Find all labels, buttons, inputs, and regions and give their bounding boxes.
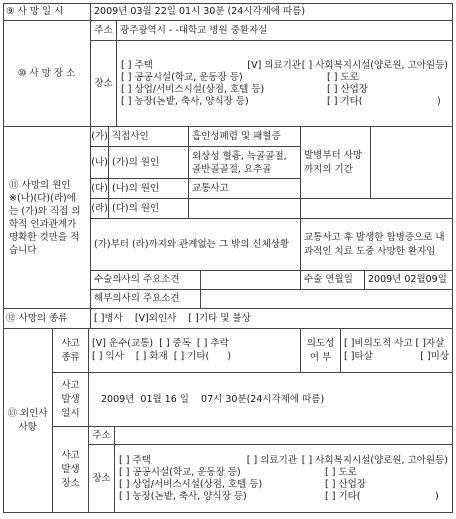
cause-row-a-value[interactable]: 흡인성폐렴 및 패혈증 bbox=[189, 127, 301, 147]
death-place-opt-farm[interactable]: [ ] 농장(논밭, 축사, 양식장 등) bbox=[121, 95, 249, 107]
death-type-options[interactable]: [ ]병사 [V]외인사 [ ]기타 및 불상 bbox=[91, 309, 453, 329]
death-certificate-form bbox=[3, 3, 453, 513]
cause-row-d-tag: (라) bbox=[91, 199, 109, 219]
surgery-findings-label: 수술의사의 주요소견 bbox=[91, 271, 201, 290]
intent-homicide[interactable]: [ ]타살 bbox=[344, 350, 373, 362]
autopsy-findings-value[interactable] bbox=[201, 290, 453, 309]
accident-date-label: 사고 발생 일시 bbox=[53, 373, 89, 427]
accident-address-value[interactable] bbox=[115, 427, 453, 445]
cause-row-b-tag: (나) bbox=[91, 147, 109, 179]
cause-label: ⑪ 사망의 원인 ※(나)(다)(라)에는 (가)와 직접 의학적 인과관계가 명확한 것만을 적습니다 bbox=[3, 127, 91, 309]
cause-row-b-value[interactable]: 외상성 혈흉, 늑골골절, 골반골골절, 요추골 bbox=[189, 147, 301, 179]
accident-place-opt-industrial[interactable]: [ ] 산업장 bbox=[325, 478, 366, 490]
death-place-opt-other-close: ) bbox=[437, 95, 441, 107]
cause-row-a-title: 직접사인 bbox=[109, 127, 189, 147]
cause-other-value[interactable]: 교통사고 후 발생한 합병증으로 내과적인 치료 도중 사망한 환자임 bbox=[301, 219, 453, 271]
cause-other-label: (가)부터 (라)까지와 관계없는 그 밖의 신체상황 bbox=[91, 219, 301, 271]
accident-address-label: 주소 bbox=[89, 427, 115, 445]
accident-place-opt-welfare[interactable]: [ ] 사회복지시설(양로원, 고아원등) bbox=[301, 454, 448, 466]
death-place-opt-welfare[interactable]: [ ] 사회복지시설(양로원, 고아원등) bbox=[301, 59, 448, 71]
autopsy-findings-label: 해부의사의 주요소견 bbox=[91, 290, 201, 309]
accident-place-opt-hospital[interactable]: [ ] 의료기관 bbox=[246, 454, 297, 466]
death-place-options bbox=[117, 41, 453, 127]
intent-label: 의도성 여 부 bbox=[301, 329, 341, 373]
cause-interval-value[interactable] bbox=[371, 127, 453, 199]
cause-row-c-title: (나)의 원인 bbox=[109, 179, 189, 199]
death-place-opt-public[interactable]: [ ] 공공시설(학교, 운동장 등) bbox=[121, 71, 243, 83]
death-place-opt-road[interactable]: [ ] 도로 bbox=[327, 71, 359, 83]
accident-place-label: 사고 발생 장소 bbox=[53, 427, 89, 513]
accident-place-opt-commercial[interactable]: [ ] 상업/서비스시설(상점, 호텔 등) bbox=[119, 478, 263, 490]
cause-row-a-tag: (가) bbox=[91, 127, 109, 147]
death-place-address-label: 주소 bbox=[91, 21, 117, 41]
cause-row-d-value[interactable] bbox=[189, 199, 301, 219]
surgery-date-label: 수술 연월일 bbox=[301, 271, 365, 290]
external-label: ⑬ 외인사 사항 bbox=[3, 329, 53, 513]
intent-options bbox=[341, 329, 453, 373]
death-place-opt-other[interactable]: [ ] 기타( bbox=[327, 95, 363, 107]
accident-place-sub-label: 장소 bbox=[89, 445, 115, 513]
death-place-address-value[interactable]: 광주광역시 - -대학교 병원 중환자실 bbox=[117, 21, 453, 41]
cause-row-c-value[interactable]: 교통사고 bbox=[189, 179, 301, 199]
death-place-opt-hospital[interactable]: [V] 의료기관 bbox=[247, 59, 302, 71]
surgery-findings-value[interactable] bbox=[201, 271, 301, 290]
intent-row-1[interactable]: [ ]비의도적 사고 [ ]자살 bbox=[344, 338, 445, 349]
death-datetime-label: ⑨ 사 망 일 시 bbox=[3, 3, 91, 21]
cause-row-d-title: (다)의 원인 bbox=[109, 199, 189, 219]
death-place-opt-house[interactable]: [ ] 주택 bbox=[121, 59, 153, 71]
accident-type-row-1[interactable]: [V] 운수(교통) [ ] 중독 [ ] 추락 bbox=[92, 338, 229, 349]
accident-type-label: 사고 종류 bbox=[53, 329, 89, 373]
accident-place-options bbox=[115, 445, 453, 513]
accident-type-options bbox=[89, 329, 301, 373]
intent-unknown[interactable]: [ ]미상 bbox=[420, 350, 449, 362]
accident-place-opt-house[interactable]: [ ] 주택 bbox=[119, 454, 151, 466]
death-place-opt-industrial[interactable]: [ ] 산업장 bbox=[327, 83, 368, 95]
accident-place-opt-other-close: ) bbox=[435, 490, 439, 502]
death-datetime-value[interactable]: 2009년 03월 22일 01시 30분 (24시각제에 따름) bbox=[91, 3, 453, 21]
death-type-label: ⑫ 사망의 종류 bbox=[3, 309, 91, 329]
accident-date-value[interactable]: 2009년 01월 16 일 07시 30분(24시각제에 따름) bbox=[89, 373, 453, 427]
cause-row-b-title: (가)의 원인 bbox=[109, 147, 189, 179]
death-place-label: ⑩ 사 망 장 소 bbox=[3, 21, 91, 127]
cause-row-d-interval[interactable] bbox=[301, 199, 453, 219]
surgery-date-value[interactable]: 2009년 02월09일 bbox=[365, 271, 453, 290]
death-place-opt-commercial[interactable]: [ ] 상업/서비스시설(상점, 호텔 등) bbox=[121, 83, 265, 95]
accident-place-opt-road[interactable]: [ ] 도로 bbox=[325, 466, 357, 478]
death-place-place-label: 장소 bbox=[91, 41, 117, 127]
accident-place-opt-other[interactable]: [ ] 기타( bbox=[325, 490, 361, 502]
cause-row-c-tag: (다) bbox=[91, 179, 109, 199]
accident-place-opt-farm[interactable]: [ ] 농장(논밭, 축사, 양식장 등) bbox=[119, 490, 247, 502]
accident-place-opt-public[interactable]: [ ] 공공시설(학교, 운동장 등) bbox=[119, 466, 241, 478]
cause-interval-label: 발병부터 사망까지의 기간 bbox=[301, 127, 371, 199]
accident-type-row-2[interactable]: [ ] 익사 [ ] 화재 [ ] 기타( ) bbox=[92, 350, 232, 362]
